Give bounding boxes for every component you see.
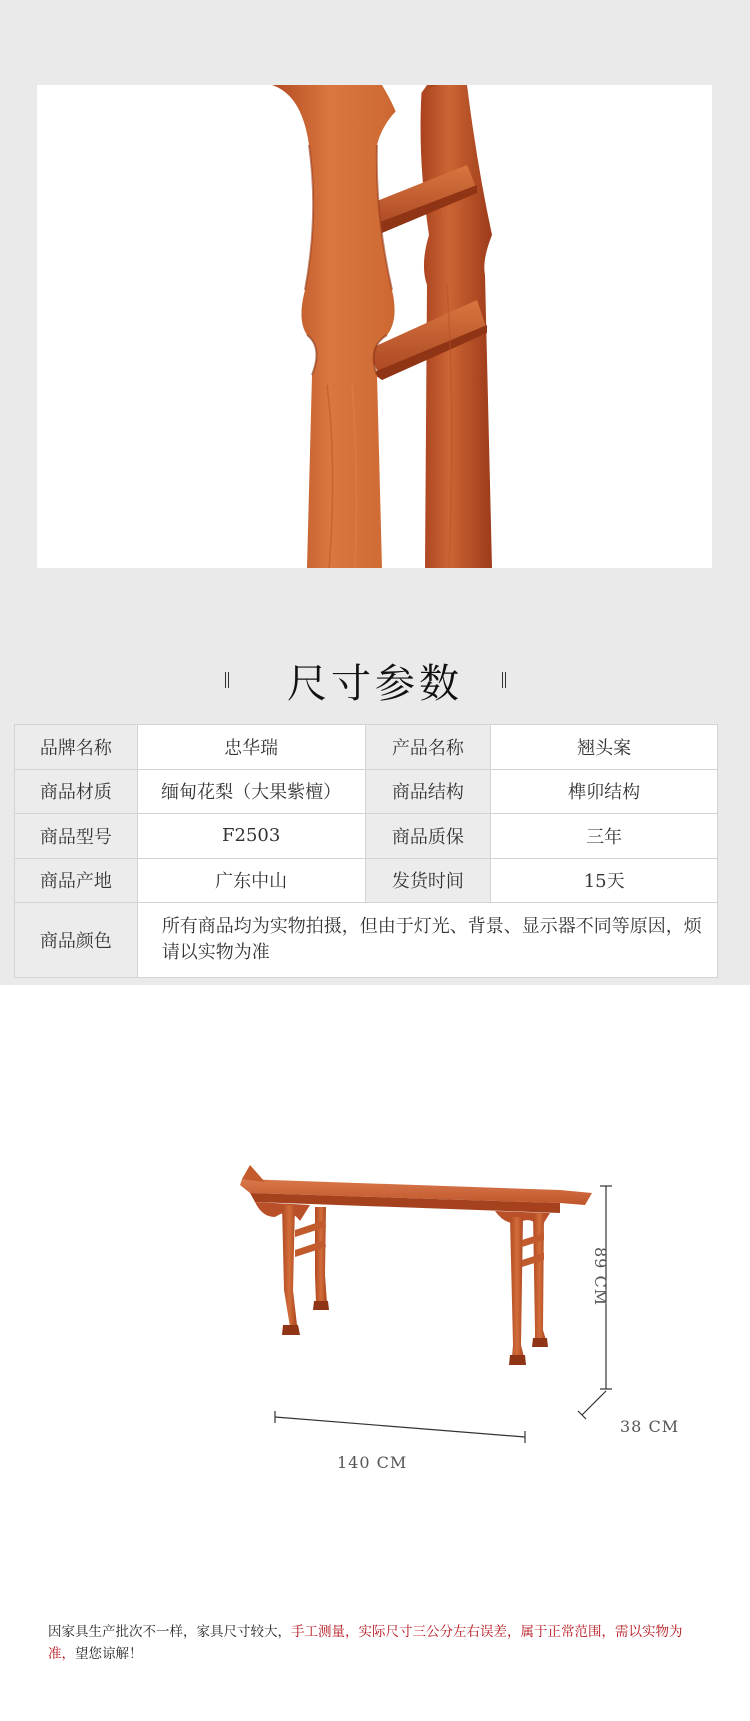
disclaimer-text: 因家具生产批次不一样，家具尺寸较大， <box>48 1624 291 1640</box>
spec-value: 翘头案 <box>491 725 718 770</box>
spec-key: 发货时间 <box>365 858 491 903</box>
table-leg-closeup-illustration <box>37 85 712 568</box>
dimension-diagram <box>0 985 750 1545</box>
front-left-leg <box>282 1205 297 1327</box>
disclaimer-highlight: 手工测量，实际尺寸三公分左右误差，属于正常范围，需以实物为准， <box>48 1624 683 1662</box>
spec-value: 三年 <box>491 814 718 859</box>
spec-key: 品牌名称 <box>15 725 138 770</box>
spec-table <box>14 724 718 978</box>
spec-key: 商品材质 <box>15 769 138 814</box>
disclaimer-text-end: 望您谅解！ <box>75 1646 143 1662</box>
section-title-row <box>0 652 750 712</box>
table-row <box>15 814 718 859</box>
front-right-leg <box>510 1217 524 1357</box>
table-row <box>15 903 718 978</box>
back-right-leg <box>533 1213 546 1340</box>
dimension-width-label: 140 CM <box>337 1453 408 1472</box>
table-row <box>15 769 718 814</box>
table-row <box>15 725 718 770</box>
section-title: 尺寸参数 <box>287 661 463 707</box>
table-row <box>15 858 718 903</box>
spec-value: 缅甸花梨（大果紫檀） <box>137 769 365 814</box>
spec-key-color: 商品颜色 <box>15 903 138 978</box>
spec-value: 15天 <box>491 858 718 903</box>
spec-color-note: 所有商品均为实物拍摄，但由于灯光、背景、显示器不同等原因，烦请以实物为准 <box>137 903 717 978</box>
spec-key: 商品产地 <box>15 858 138 903</box>
spec-value: 忠华瑞 <box>137 725 365 770</box>
tabletop-left-scroll <box>242 1165 265 1182</box>
dimension-height-label: 89 CM <box>591 1247 610 1307</box>
spec-value: 榫卯结构 <box>491 769 718 814</box>
spec-value: F2503 <box>137 814 365 859</box>
title-right-ornament <box>502 672 506 688</box>
dimension-depth-label: 38 CM <box>620 1417 680 1436</box>
measurement-disclaimer <box>48 1621 708 1665</box>
spec-key: 商品型号 <box>15 814 138 859</box>
spec-key: 商品结构 <box>365 769 491 814</box>
spec-value: 广东中山 <box>137 858 365 903</box>
product-closeup-photo <box>37 85 712 568</box>
spec-key: 商品质保 <box>365 814 491 859</box>
spec-key: 产品名称 <box>365 725 491 770</box>
